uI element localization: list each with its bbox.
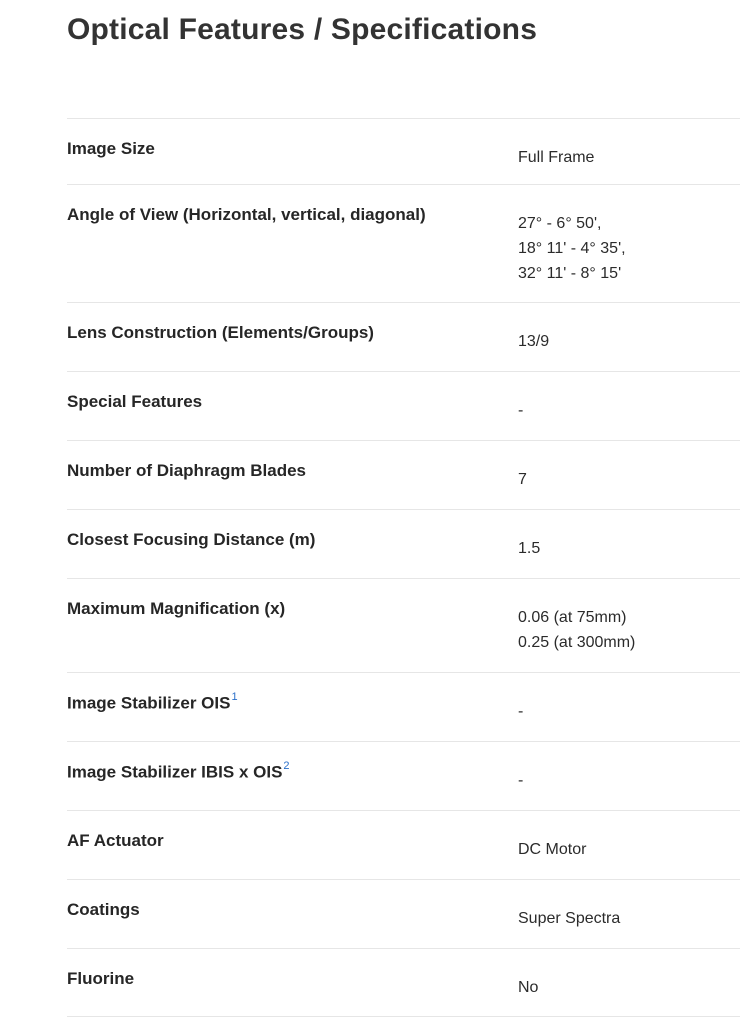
spec-row [67, 672, 740, 741]
spec-value-line: Super Spectra [518, 910, 621, 927]
spec-row [67, 741, 740, 810]
spec-value-line: No [518, 979, 539, 996]
spec-row [67, 509, 740, 578]
spec-row [67, 810, 740, 879]
spec-row [67, 184, 740, 302]
spec-label-text: Maximum Magnification (x) [67, 599, 286, 618]
spec-value [518, 837, 586, 862]
page-title: Optical Features / Specifications [67, 13, 538, 46]
spec-label [67, 461, 306, 481]
spec-value [518, 605, 635, 655]
spec-value [518, 467, 527, 492]
spec-value-line: 27° - 6° 50', [518, 215, 602, 232]
spec-label-text: Image Stabilizer IBIS x OIS [67, 762, 283, 782]
footnote-link[interactable]: 1 [231, 691, 238, 703]
spec-value [518, 145, 594, 170]
spec-label [67, 392, 202, 412]
spec-label [67, 205, 426, 225]
spec-table [67, 118, 740, 1017]
spec-row [67, 371, 740, 440]
spec-label [67, 323, 374, 343]
spec-row [67, 118, 740, 184]
spec-label-text: Angle of View (Horizontal, vertical, diagonal) [67, 205, 426, 224]
spec-value [518, 398, 523, 423]
spec-label-text: Image Size [67, 139, 155, 158]
spec-label [67, 139, 155, 159]
spec-value [518, 699, 523, 724]
spec-label-text: Fluorine [67, 969, 135, 988]
spec-label [67, 599, 285, 619]
spec-value-line: 18° 11' - 4° 35', [518, 240, 626, 257]
spec-value-line: 0.06 (at 75mm) [518, 609, 627, 626]
spec-value [518, 329, 549, 354]
spec-value-line: 32° 11' - 8° 15' [518, 265, 622, 282]
spec-label-text: Image Stabilizer OIS [67, 693, 231, 713]
spec-value [518, 211, 626, 286]
spec-label [67, 762, 290, 783]
spec-label [67, 530, 315, 550]
spec-value-line: - [518, 772, 524, 789]
spec-label [67, 969, 134, 989]
spec-value-line: 13/9 [518, 333, 550, 350]
spec-label [67, 831, 164, 851]
spec-label-text: Lens Construction (Elements/Groups) [67, 323, 374, 342]
spec-value [518, 768, 523, 793]
footnote-link[interactable]: 2 [283, 760, 290, 772]
spec-value-line: DC Motor [518, 841, 587, 858]
spec-value-line: Full Frame [518, 149, 595, 166]
spec-label-text: Number of Diaphragm Blades [67, 461, 306, 480]
spec-row [67, 578, 740, 672]
spec-value-line: 0.25 (at 300mm) [518, 634, 636, 651]
spec-label-text: AF Actuator [67, 831, 164, 850]
spec-label-text: Closest Focusing Distance (m) [67, 530, 316, 549]
spec-value-line: - [518, 402, 524, 419]
spec-value-line: - [518, 703, 524, 720]
spec-value-line: 1.5 [518, 540, 541, 557]
spec-label-text: Coatings [67, 900, 140, 919]
spec-label [67, 693, 238, 714]
spec-label-text: Special Features [67, 392, 203, 411]
spec-value-line: 7 [518, 471, 527, 488]
spec-row [67, 879, 740, 948]
spec-value [518, 536, 540, 561]
spec-value [518, 975, 538, 1000]
spec-row [67, 302, 740, 371]
spec-label [67, 900, 140, 920]
spec-row [67, 440, 740, 509]
spec-value [518, 906, 620, 931]
spec-row [67, 948, 740, 1017]
